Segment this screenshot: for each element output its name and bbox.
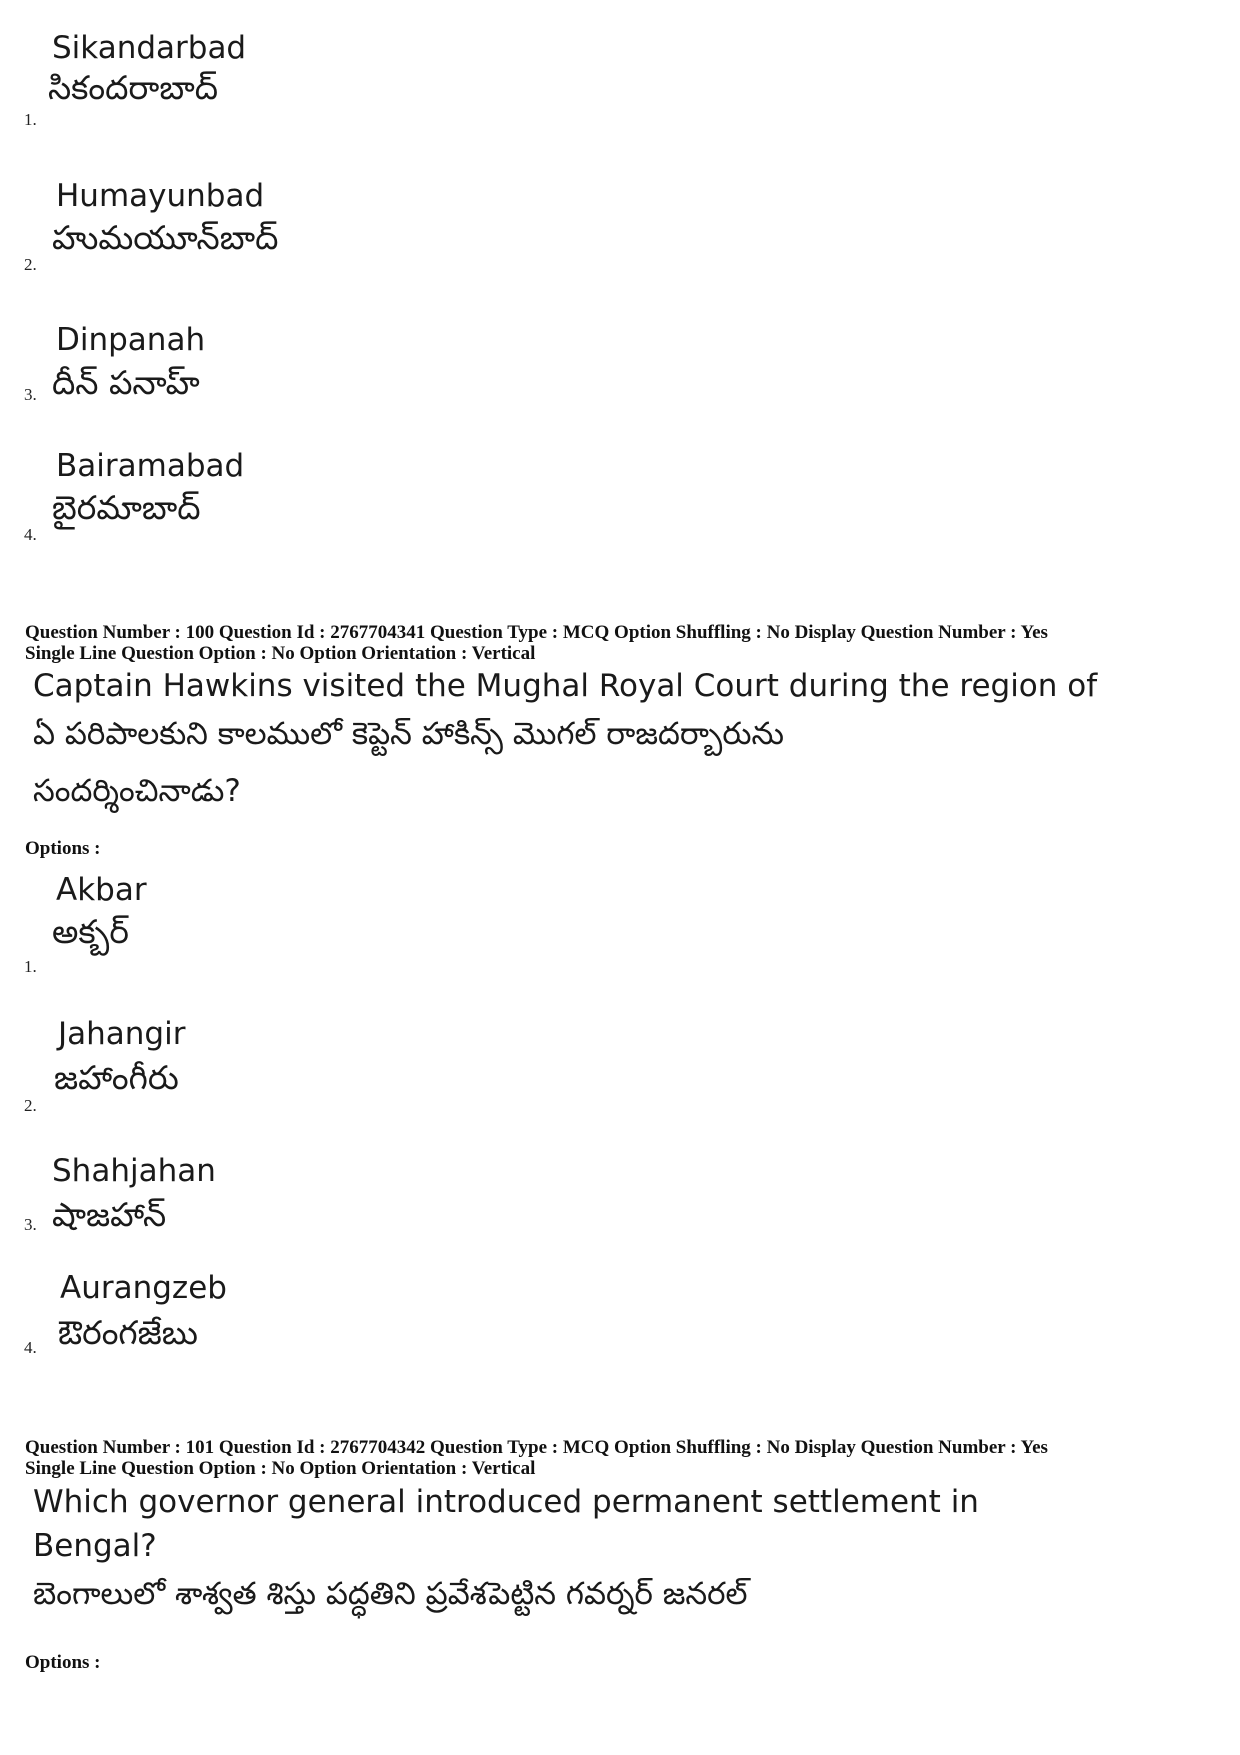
question-101-meta-line1: Question Number : 101 Question Id : 2767704342 Question Type : MCQ Option Shuffling : No Display Question Number : Yes <box>25 1437 1048 1458</box>
question-101-text-telugu: బెంగాలులో శాశ్వత శిస్తు పద్ధతిని ప్రవేశపెట్టిన గవర్నర్ జనరల్ <box>33 1576 748 1612</box>
q100-option-3-number: 3. <box>24 1215 37 1234</box>
q100-option-4-telugu: ఔరంగజేబు <box>58 1313 198 1352</box>
option-4-telugu: బైరమాబాద్ <box>52 488 201 527</box>
question-101-options-label: Options : <box>25 1652 101 1673</box>
option-3-english: Dinpanah <box>56 322 206 358</box>
question-100-options-label: Options : <box>25 838 101 859</box>
q100-option-2-telugu: జహాంగీరు <box>54 1058 179 1097</box>
option-2-english: Humayunbad <box>56 178 265 214</box>
question-100-text-english: Captain Hawkins visited the Mughal Royal Court during the region of <box>33 668 1098 704</box>
question-100-text-telugu-line2: సందర్శించినాడు? <box>33 773 241 809</box>
q100-option-3-english: Shahjahan <box>52 1153 216 1189</box>
question-101-text-english-line1: Which governor general introduced permanent settlement in <box>33 1484 979 1520</box>
question-100-meta-line1: Question Number : 100 Question Id : 2767704341 Question Type : MCQ Option Shuffling : No Display Question Number : Yes <box>25 622 1048 643</box>
q100-option-4-number: 4. <box>24 1338 37 1357</box>
q100-option-2-english: Jahangir <box>58 1016 186 1052</box>
question-100-meta-line2: Single Line Question Option : No Option Orientation : Vertical <box>25 643 536 664</box>
option-4-number: 4. <box>24 525 37 544</box>
option-3-telugu: దీన్ పనాహ్ <box>52 363 200 402</box>
q100-option-3-telugu: షాజహాన్ <box>52 1195 167 1234</box>
q100-option-1-english: Akbar <box>56 872 147 908</box>
option-3-number: 3. <box>24 385 37 404</box>
question-101-text-english-line2: Bengal? <box>33 1528 157 1564</box>
option-4-english: Bairamabad <box>56 448 245 484</box>
option-2-number: 2. <box>24 255 37 274</box>
q100-option-2-number: 2. <box>24 1096 37 1115</box>
q100-option-4-english: Aurangzeb <box>60 1270 227 1306</box>
q100-option-1-telugu: అక్బర్ <box>52 912 129 951</box>
q100-option-1-number: 1. <box>24 957 37 976</box>
question-100-text-telugu-line1: ఏ పరిపాలకుని కాలములో కెప్టెన్ హాకిన్స్ మొగల్ రాజదర్బారును <box>33 716 785 752</box>
option-1-english: Sikandarbad <box>52 30 247 66</box>
option-1-telugu: సికందరాబాద్ <box>48 68 219 107</box>
option-1-number: 1. <box>24 110 37 129</box>
question-101-meta-line2: Single Line Question Option : No Option Orientation : Vertical <box>25 1458 536 1479</box>
option-2-telugu: హుమయూన్‌బాద్ <box>52 218 279 257</box>
